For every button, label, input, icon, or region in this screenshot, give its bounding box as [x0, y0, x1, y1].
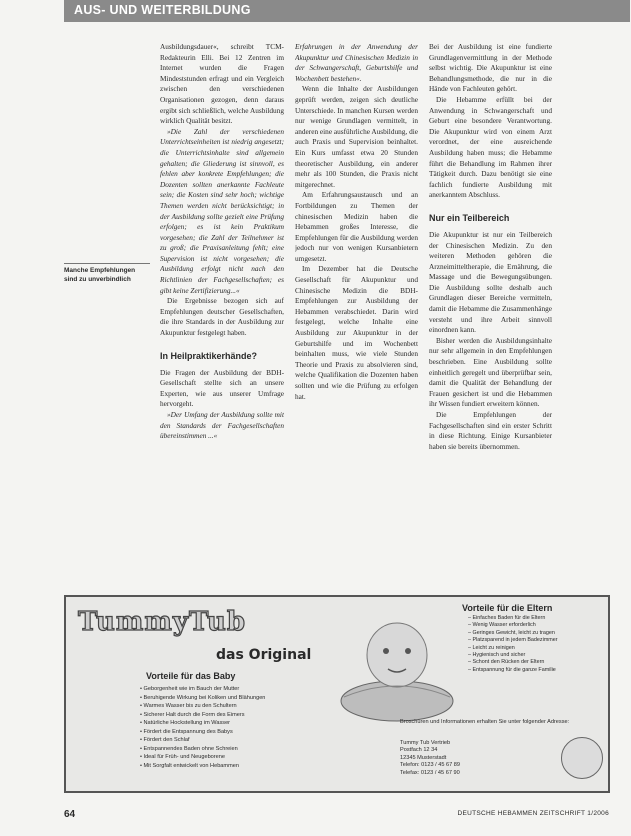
list-item: • Sicherer Halt durch die Form des Eimers	[140, 711, 340, 720]
paragraph: Bisher werden die Ausbildungsinhalte nur sehr allgemein in den Empfehlungen beschrieben. Eine Ausbildung sollte einheitlich geregelt und überprüfbar sein, damit die Qualität der Behandlung der Frauen gesichert ist und die Hebammen ihr Wissen fundiert erweitern können.	[429, 335, 552, 409]
list-item: • Mit Sorgfalt entwickelt von Hebammen	[140, 762, 340, 771]
list-item: – Entspannung für die ganze Familie	[468, 667, 598, 674]
paragraph: Im Dezember hat die Deutsche Gesellschaft für Akupunktur und Chinesische Medizin die BDH-Empfehlungen zur Ausbildung der Hebammen verabschiedet. Darin wird festgelegt, welche Inhalte eine Ausbildung zur Akupunktur in der Geburtshilfe und im Wochenbett beinhalten muss, wie viele Stunden Theorie und Praxis zu absolvieren sind, welche Qualifikation die Dozenten haben sollten und wie die Prüfung zu erfolgen hat.	[295, 264, 418, 401]
address-line: 12345 Musterstadt	[400, 754, 447, 761]
address-line: Telefax: 0123 / 45 67 90	[400, 769, 460, 776]
list-item: – Wenig Wasser erforderlich	[468, 622, 598, 629]
paragraph: Die Hebamme erfüllt bei der Anwendung in Schwangerschaft und Geburt eine besondere Verantwortung. Die Akupunktur wird von einem Arzt verordnet, der eine ausreichende Ausbildung haben muss; die Hebamme führt die Behandlung im Rahmen ihrer Tätigkeit durch. Dazu benötigt sie eine fachlich fundierte Ausbildung mit anerkanntem Abschluss.	[429, 94, 552, 200]
ad-parents-benefits-title: Vorteile für die Eltern	[462, 603, 553, 613]
ad-address	[400, 740, 550, 777]
publication-footer: DEUTSCHE HEBAMMEN ZEITSCHRIFT 1/2006	[457, 810, 609, 817]
paragraph: Ausbildungsdauer«, schreibt TCM-Redakteurin Elli. Bei 12 Zentren im Internet wurden die Fragen Mindeststunden erfragt und ein Vergleich zwischen den verschiedenen Organisationen gezogen, denn daraus ergibt sich schließlich, welche Ausbildung wirklich Qualität besitzt.	[160, 42, 284, 126]
list-item: • Warmes Wasser bis zu den Schultern	[140, 702, 340, 711]
text-column-1	[160, 42, 284, 587]
advertisement[interactable]	[64, 595, 610, 793]
section-header-bar	[64, 0, 630, 22]
list-item: • Fördert die Entspannung des Babys	[140, 728, 340, 737]
page-number: 64	[64, 809, 76, 820]
paragraph	[160, 127, 284, 297]
address-line: Postfach 12 34	[400, 747, 438, 754]
list-item: • Ideal für Früh- und Neugeborene	[140, 753, 340, 762]
quote: »Die Zahl der verschiedenen Unterrichtseinheiten ist niedrig angesetzt; die Unterrichtsinhalte sind allgemein gehalten; die Gliederung ist sinnvoll, es fehlen aber konkrete Empfehlungen; die Dozenten sollten anerkannte Fachleute sein; die Kosten sind sehr hoch; wichtige Themen werden nicht berücksichtigt; in der Ausbildung sollte gezielt eine Prüfung erfolgen; es ist kein Praktikum vorgesehen; die Zahl der Teilnehmer ist zu groß; die Praxisanleitung fehlt; eine Supervision ist nicht vorgesehen; die Ausbildung erfolgt nicht nach den Richtlinien der Fachgesellschaften; es gibt keine Zertifizierung...«	[160, 126, 284, 295]
paragraph: Die Ergebnisse bezogen sich auf Empfehlungen deutscher Gesellschaften, die ihre Standards in der Ausbildung zur Akupunktur festgelegt haben.	[160, 296, 284, 338]
list-item: • Entspannendes Baden ohne Schreien	[140, 745, 340, 754]
paragraph: Bei der Ausbildung ist eine fundierte Grundlagenvermittlung in der Methode selbst wichtig. Die Akupunktur ist eine Behandlungsmethode, die nur in die Hände von Fachleuten gehört.	[429, 42, 552, 94]
list-item: – Geringes Gewicht, leicht zu tragen	[468, 630, 598, 637]
baby-in-tub-image	[336, 605, 458, 725]
list-item: – Platzsparend in jedem Badezimmer	[468, 637, 598, 644]
paragraph: Am Erfahrungsaustausch und an Fortbildungen zu Themen der chinesischen Medizin haben die Hebammen großes Interesse, die Empfehlungen für die Ausbildung werden jedoch nur von wenigen Kursanbietern umgesetzt.	[295, 190, 418, 263]
list-item: • Beruhigende Wirkung bei Koliken und Blähungen	[140, 694, 340, 703]
list-item: – Hygienisch und sicher	[468, 652, 598, 659]
paragraph: Wenn die Inhalte der Ausbildungen geprüft werden, zeigen sich deutliche Unterschiede. In manchen Kursen werden nur wenige Grundlagen vermittelt, in anderen eine ausführliche Ausbildung, die auch Praxis und Supervision beinhaltet. Ein Kurs umfasst etwa 20 Stunden theoretischer Ausbildung, ein anderer mehr als 100 Stunden, die Praxis nicht mitgerechnet.	[295, 84, 418, 189]
address-line: Telefon: 0123 / 45 67 89	[400, 762, 461, 769]
paragraph: Die Akupunktur ist nur ein Teilbereich der Chinesischen Medizin. Zu den weiteren Methoden gehören die Arzneimitteltherapie, die Ernährung, die Massage und die Bewegungsübungen. Die Ausbildung sollte deshalb auch Grundlagen dieser Bereiche vermitteln, damit die Hebamme die Zusammenhänge versteht und ihre Arbeit sinnvoll einordnen kann.	[429, 229, 552, 335]
subheading-teilbereich: Nur ein Teilbereich	[429, 212, 510, 223]
list-item: • Natürliche Hockstellung im Wasser	[140, 719, 340, 728]
text-column-3	[429, 42, 552, 587]
ad-contact-note: Broschüren und Informationen erhalten Sie unter folgender Adresse:	[400, 719, 570, 725]
ad-baby-benefits-list	[140, 685, 340, 770]
address-line: Tummy Tub Vertrieb	[400, 740, 451, 746]
subheading-heilpraktiker: In Heilpraktikerhände?	[160, 350, 258, 361]
margin-note: Manche Empfehlungen sind zu unverbindlich	[64, 263, 150, 284]
section-title: AUS- UND WEITERBILDUNG	[74, 3, 251, 17]
paragraph: Die Fragen der Ausbildung der BDH-Gesellschaft stellte sich an unsere Experten, wie aus unserer Umfrage hervorgeht.	[160, 367, 284, 409]
list-item: • Fördert den Schlaf	[140, 736, 340, 745]
seal-icon	[561, 737, 603, 779]
paragraph: Die Empfehlungen der Fachgesellschaften sind ein erster Schritt in diese Richtung. Einige Kursanbieter haben sie bereits übernommen.	[429, 410, 552, 451]
list-item: • Geborgenheit wie im Bauch der Mutter	[140, 685, 340, 694]
paragraph	[160, 410, 284, 442]
ad-parents-benefits-list	[468, 615, 598, 674]
quote: Erfahrungen in der Anwendung der Akupunktur und Chinesischen Medizin in der Schwangerschaft, Geburtshilfe und Wochenbett bestehen«.	[295, 42, 418, 83]
paragraph	[295, 42, 418, 84]
list-item: – Leicht zu reinigen	[468, 645, 598, 652]
ad-subtitle: das Original	[216, 647, 312, 663]
ad-logo: TummyTub	[78, 607, 247, 637]
list-item: – Schont den Rücken der Eltern	[468, 659, 598, 666]
ad-baby-benefits-title: Vorteile für das Baby	[146, 671, 236, 681]
list-item: – Einfaches Baden für die Eltern	[468, 615, 598, 622]
text-column-2	[295, 42, 418, 587]
quote: »Der Umfang der Ausbildung sollte mit den Standards der Fachgesellschaften übereinstimmen ...«	[160, 410, 284, 441]
